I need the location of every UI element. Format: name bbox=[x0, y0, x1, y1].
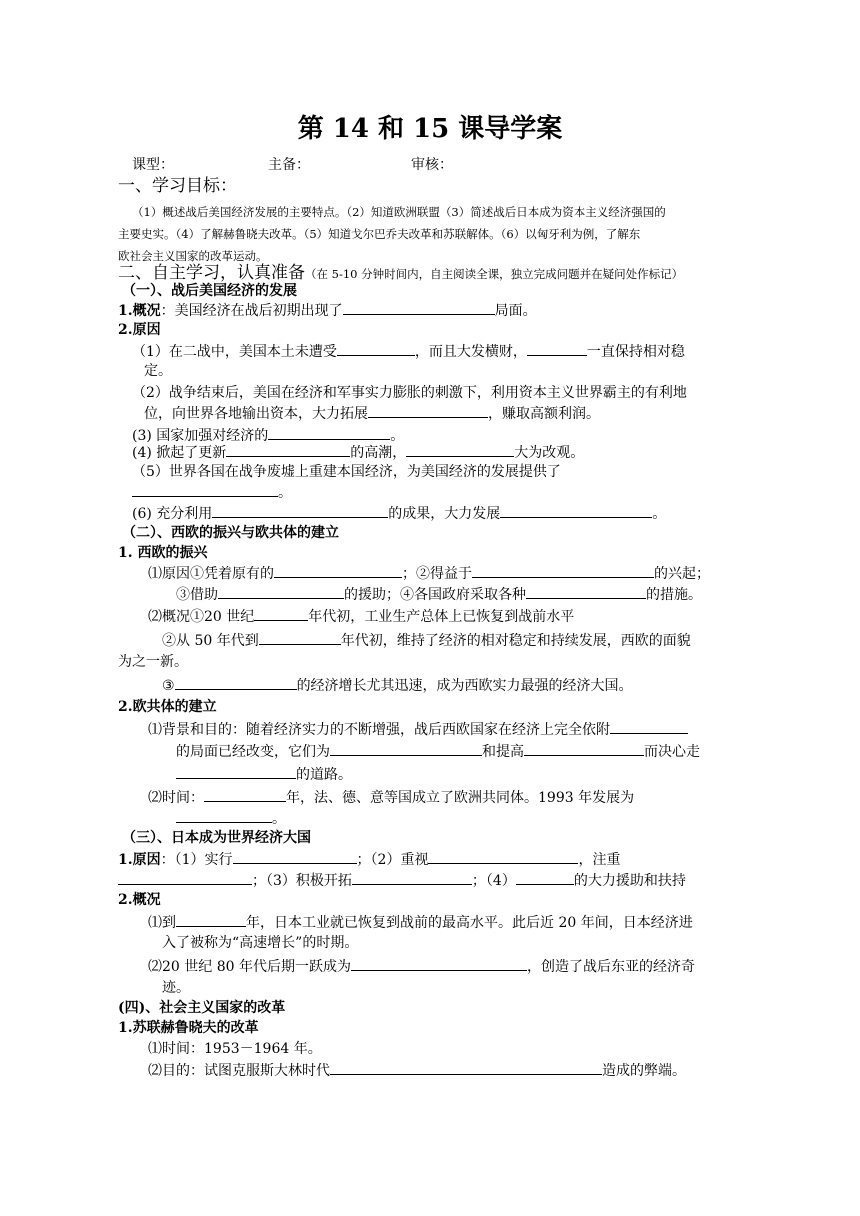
blank-field[interactable] bbox=[526, 584, 646, 599]
text: 一直保持相对稳 bbox=[586, 344, 685, 360]
p2-background-cont2 bbox=[176, 764, 352, 785]
text: 和提高 bbox=[482, 744, 524, 760]
text: 。 bbox=[278, 485, 292, 501]
text: 的高潮， bbox=[350, 445, 407, 461]
p3-overview-2 bbox=[148, 956, 695, 977]
text: 的局面已经改变，它们为 bbox=[176, 744, 330, 760]
p3-overview-cont: 入了被称为“高速增长”的时期。 bbox=[162, 935, 359, 951]
text: 的大力援助和扶持 bbox=[573, 873, 686, 889]
p1-overview-line bbox=[118, 300, 537, 321]
blank-field[interactable] bbox=[274, 563, 402, 578]
blank-field[interactable] bbox=[351, 956, 527, 971]
self-study-note: （在 5-10 分钟时间内，自主阅读全课，独立完成问题并在疑问处作标记） bbox=[305, 267, 684, 281]
part2-title: （二）、西欧的振兴与欧共体的建立 bbox=[122, 525, 339, 541]
blank-field[interactable] bbox=[233, 849, 357, 864]
p1-cause5-cont bbox=[132, 482, 292, 503]
blank-field[interactable] bbox=[368, 403, 488, 418]
text: 大为改观。 bbox=[514, 445, 585, 461]
text: 的经济增长尤其迅速，成为西欧实力最强的经济大国。 bbox=[296, 678, 633, 694]
objectives-line-3: 欧社会主义国家的改革运动。 bbox=[118, 249, 268, 263]
blank-field[interactable] bbox=[472, 563, 654, 578]
p1-cause1-cont: 定。 bbox=[144, 363, 172, 379]
p2-background-cont bbox=[176, 741, 700, 762]
p1-cause4-line bbox=[132, 442, 584, 463]
text: ⑵目的：试图克服斯大林时代 bbox=[148, 1063, 330, 1079]
blank-field[interactable] bbox=[516, 870, 574, 885]
p1-cause5-line: （5）世界各国在战争废墟上重建本国经济，为美国经济的发展提供了 bbox=[132, 464, 561, 480]
p2-overview-line bbox=[148, 606, 574, 627]
text: ⑴原因①凭着原有的 bbox=[148, 566, 274, 582]
text: ；②得益于 bbox=[402, 566, 472, 582]
text: 年代初，工业生产总体上已恢复到战前水平 bbox=[308, 609, 575, 625]
text: ⑵20 世纪 80 年代后期一跃成为 bbox=[148, 959, 351, 975]
text: 的兴起； bbox=[654, 566, 710, 582]
text: ；（4） bbox=[471, 873, 516, 889]
blank-field[interactable] bbox=[428, 849, 578, 864]
blank-field[interactable] bbox=[268, 425, 390, 440]
blank-field[interactable] bbox=[132, 482, 278, 497]
text: 。 bbox=[390, 428, 405, 444]
text: 年代初，维持了经济的相对稳定和持续发展，西欧的面貌 bbox=[340, 633, 691, 649]
blank-field[interactable] bbox=[406, 442, 514, 457]
blank-field[interactable] bbox=[218, 584, 344, 599]
text: 的道路。 bbox=[296, 767, 352, 783]
text: ⑵时间： bbox=[148, 790, 204, 806]
p2-time-cont bbox=[176, 808, 286, 829]
p3-reasons-label: 1.原因 bbox=[118, 852, 161, 868]
p3-overview-heading: 2.概况 bbox=[118, 892, 161, 908]
text: 的援助；④各国政府采取各种 bbox=[344, 587, 526, 603]
text: （1）在二战中，美国本土未遭受 bbox=[132, 344, 337, 360]
text: ；（3）积极开拓 bbox=[252, 873, 352, 889]
part3-title: （三）、日本成为世界经济大国 bbox=[122, 830, 311, 846]
p2-background-line bbox=[148, 719, 688, 740]
blank-field[interactable] bbox=[343, 300, 495, 315]
p1-cause2-line: （2）战争结束后，美国在经济和军事实力膨胀的刺激下，利用资本主义世界霸主的有利地 bbox=[132, 385, 687, 401]
text: ③借助 bbox=[176, 587, 218, 603]
p3-overview-2-cont: 迹。 bbox=[162, 980, 190, 996]
text: ：（1）实行 bbox=[160, 852, 233, 868]
p3-reasons-line bbox=[118, 849, 620, 870]
p1-causes-heading: 2.原因 bbox=[118, 322, 161, 338]
p2-reasons-cont bbox=[176, 584, 702, 605]
p1-overview-end: 局面。 bbox=[494, 303, 537, 319]
blank-field[interactable] bbox=[176, 808, 272, 823]
text: 造成的弊端。 bbox=[602, 1063, 686, 1079]
text: (3) 国家加强对经济的 bbox=[132, 428, 269, 444]
text: 而决心走 bbox=[644, 744, 700, 760]
text: ⑴背景和目的：随着经济实力的不断增强，战后西欧国家在经济上完全依附 bbox=[148, 722, 610, 738]
p2-revival-heading: 1. 西欧的振兴 bbox=[118, 545, 208, 561]
self-study-heading: 二、自主学习，认真准备 bbox=[118, 263, 305, 283]
text: ；（2）重视 bbox=[356, 852, 429, 868]
p3-overview-line bbox=[148, 912, 693, 933]
blank-field[interactable] bbox=[118, 870, 252, 885]
blank-field[interactable] bbox=[500, 503, 652, 518]
blank-field[interactable] bbox=[524, 741, 644, 756]
p2-overview-2 bbox=[162, 630, 691, 651]
blank-field[interactable] bbox=[226, 442, 350, 457]
text: ，创造了战后东亚的经济奇 bbox=[526, 959, 695, 975]
text: ⑴到 bbox=[148, 915, 176, 931]
p2-reasons-line bbox=[148, 563, 710, 584]
blank-field[interactable] bbox=[212, 503, 388, 518]
objectives-line-1: （1）概述战后美国经济发展的主要特点。（2）知道欧洲联盟（3）简述战后日本成为资本主义经济强国的 bbox=[132, 205, 666, 219]
part4-title: (四)、社会主义国家的改革 bbox=[118, 1000, 286, 1016]
preparer-label: 主备： bbox=[268, 157, 310, 173]
text: ③ bbox=[162, 678, 175, 694]
blank-field[interactable] bbox=[610, 719, 688, 734]
objectives-line-2: 主要史实。（4）了解赫鲁晓夫改革。（5）知道戈尔巴乔夫改革和苏联解体。（6）以匈牙利为例，了解东 bbox=[118, 227, 641, 241]
p2-ec-heading: 2.欧共体的建立 bbox=[118, 699, 217, 715]
p1-cause1-line bbox=[132, 341, 685, 362]
p1-cause2-cont bbox=[144, 403, 600, 424]
p2-overview-3 bbox=[162, 675, 633, 696]
part1-title: （一）、战后美国经济的发展 bbox=[122, 283, 297, 299]
text: ，赚取高额利润。 bbox=[488, 406, 600, 422]
blank-field[interactable] bbox=[175, 675, 297, 690]
text: 的成果，大力发展 bbox=[388, 506, 501, 522]
p4-time-line: ⑴时间：1953－1964 年。 bbox=[148, 1041, 322, 1057]
text: ，注重 bbox=[578, 852, 621, 868]
p2-overview-2-cont: 为之一新。 bbox=[118, 654, 188, 670]
text: ⑵概况①20 世纪 bbox=[148, 609, 255, 625]
blank-field[interactable] bbox=[254, 606, 308, 621]
text: 年，日本工业就已恢复到战前的最高水平。此后近 20 年间，日本经济进 bbox=[246, 915, 693, 931]
text: (4) 掀起了更新 bbox=[132, 445, 227, 461]
blank-field[interactable] bbox=[330, 1060, 602, 1075]
blank-field[interactable] bbox=[259, 630, 341, 645]
page-title: 第 14 和 15 课导学案 bbox=[297, 114, 563, 144]
blank-field[interactable] bbox=[527, 341, 587, 356]
text: (6) 充分利用 bbox=[132, 506, 213, 522]
p3-reasons-cont bbox=[118, 870, 686, 891]
section-objectives-heading: 一、学习目标： bbox=[118, 176, 237, 196]
p1-overview-label: 1.概况 bbox=[118, 303, 161, 319]
text: 。 bbox=[652, 506, 667, 522]
text: ，而且大发横财， bbox=[414, 344, 527, 360]
blank-field[interactable] bbox=[330, 741, 482, 756]
text: 年，法、德、意等国成立了欧洲共同体。1993 年发展为 bbox=[286, 790, 635, 806]
p1-cause6-line bbox=[132, 503, 666, 524]
blank-field[interactable] bbox=[352, 870, 472, 885]
text: ②从 50 年代到 bbox=[162, 633, 259, 649]
p2-time-line bbox=[148, 787, 634, 808]
text: 的措施。 bbox=[646, 587, 702, 603]
reviewer-label: 审核： bbox=[411, 157, 453, 173]
blank-field[interactable] bbox=[204, 787, 286, 802]
p4-khrushchev-heading: 1.苏联赫鲁晓夫的改革 bbox=[118, 1020, 259, 1036]
blank-field[interactable] bbox=[176, 764, 296, 779]
p4-goal-line bbox=[148, 1060, 686, 1081]
text: 。 bbox=[272, 811, 286, 827]
text: 位，向世界各地输出资本，大力拓展 bbox=[144, 406, 368, 422]
p1-overview-text: ：美国经济在战后初期出现了 bbox=[160, 303, 343, 319]
lesson-type-label: 课型： bbox=[132, 157, 174, 173]
blank-field[interactable] bbox=[176, 912, 246, 927]
blank-field[interactable] bbox=[337, 341, 415, 356]
